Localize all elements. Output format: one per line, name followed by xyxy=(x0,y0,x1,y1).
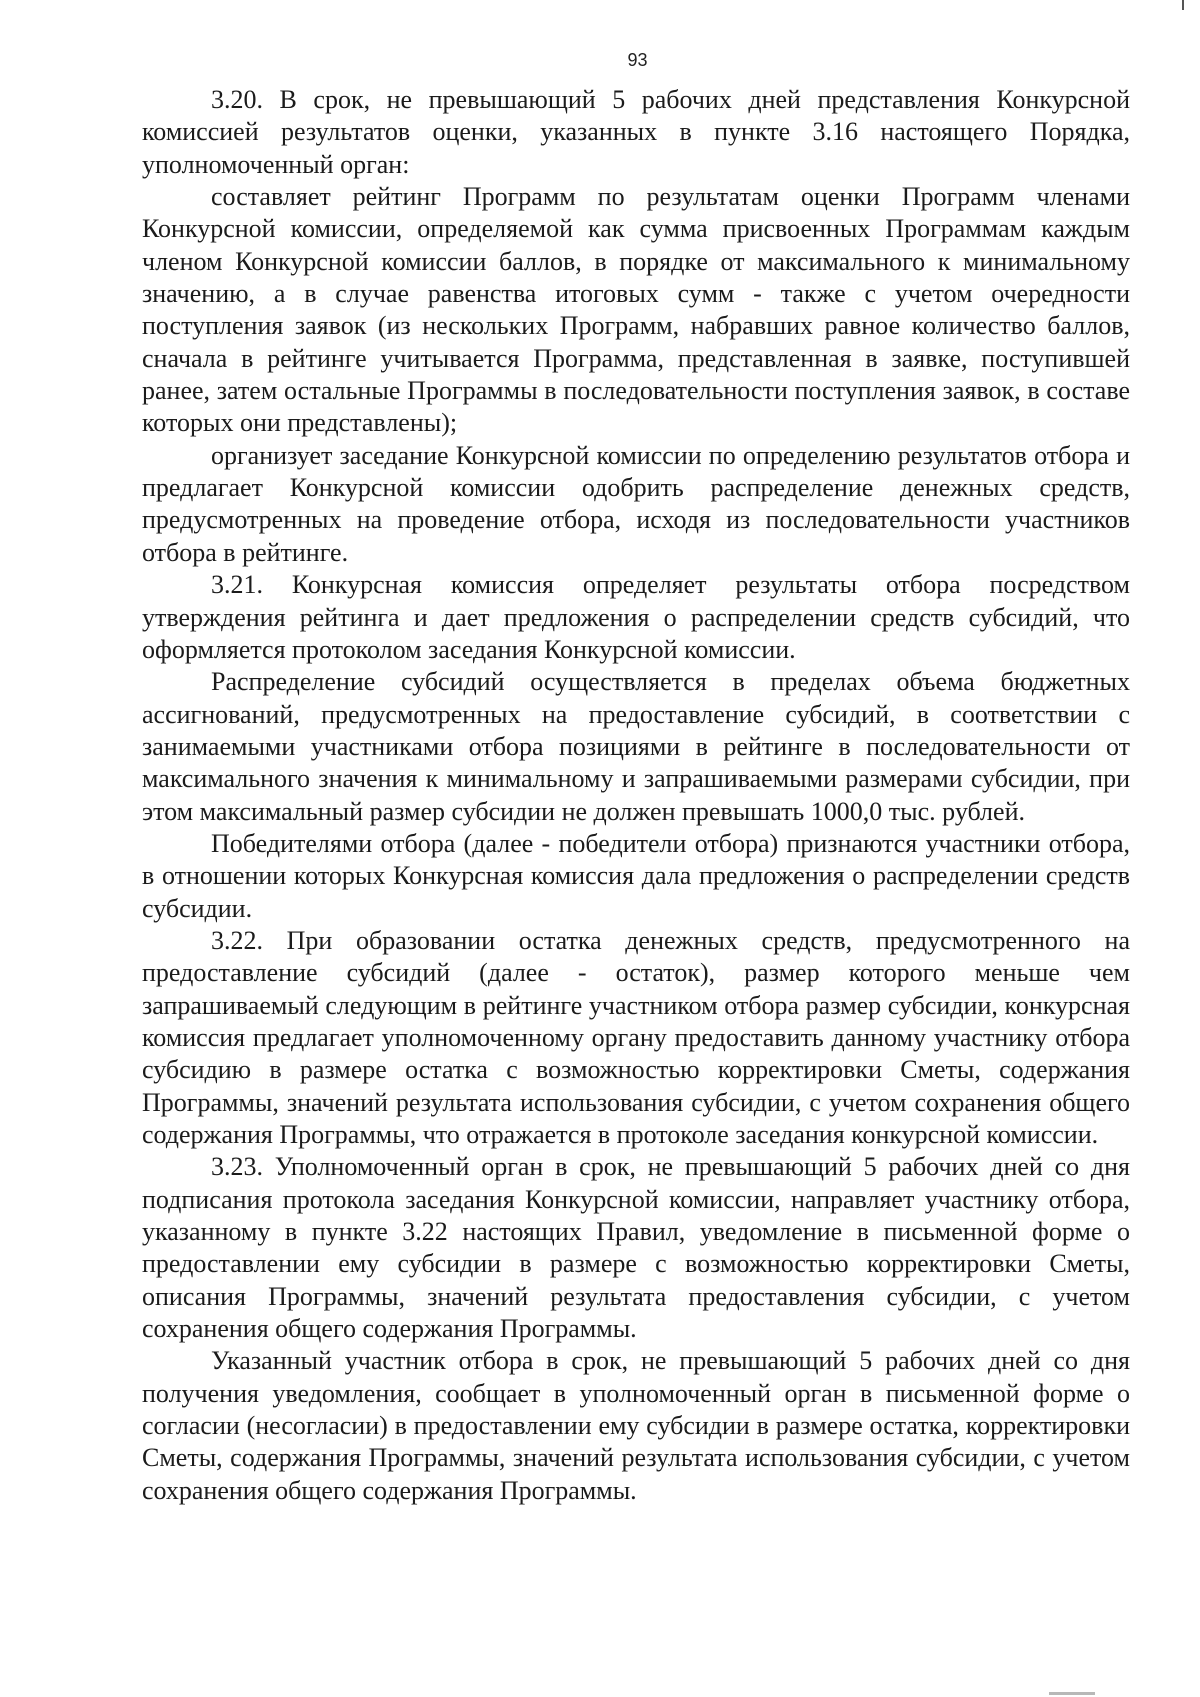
page-number: 93 xyxy=(627,50,648,70)
paragraph-3-20: 3.20. В срок, не превышающий 5 рабочих дней представления Конкурсной комиссией результатов оценки, указанных в пункте 3.16 настоящего Порядка, уполномоченный орган: xyxy=(142,85,1130,179)
paragraph-3-23: 3.23. Уполномоченный орган в срок, не превышающий 5 рабочих дней со дня подписания протокола заседания Конкурсной комиссии, направляет участнику отбора, указанному в пункте 3.22 настоящих Правил, уведомление в письменной форме о предоставлении ему субсидии в размере с возможностью корректировки Сметы, описания Программы, значений результата предоставления субсидии, с учетом сохранения общего содержания Программы. xyxy=(142,1152,1130,1344)
paragraph-distribution: Распределение субсидий осуществляется в пределах объема бюджетных ассигнований, предусмотренных на предоставление субсидий, в соответствии с занимаемыми участниками отбора позициями в рейтинге в последовательности от максимального значения к минимальному и запрашиваемыми размерами субсидии, при этом максимальный размер субсидии не должен превышать 1000,0 тыс. рублей. xyxy=(142,667,1130,826)
paragraph-3-22: 3.22. При образовании остатка денежных средств, предусмотренного на предоставление субсидий (далее - остаток), размер которого меньше чем запрашиваемый следующим в рейтинге участником отбора размер субсидии, конкурсная комиссия предлагает уполномоченному органу предоставить данному участнику отбора субсидию в размере остатка с возможностью корректировки Сметы, содержания Программы, значений результата использования субсидии, с учетом сохранения общего содержания Программы, что отражается в протоколе заседания конкурсной комиссии. xyxy=(142,925,1130,1149)
paragraph-rating: составляет рейтинг Программ по результатам оценки Программ членами Конкурсной комиссии, определяемой как сумма присвоенных Программам каждым членом Конкурсной комиссии баллов, в порядке от максимального к минимальному значению, а в случае равенства итоговых сумм - также с учетом очередности поступления заявок (из нескольких Программ, набравших равное количество баллов, сначала в рейтинге учитывается Программа, представленная в заявке, поступившей ранее, затем остальные Программы в последовательности поступления заявок, в составе которых они представлены); xyxy=(142,182,1130,438)
paragraph-winners: Победителями отбора (далее - победители отбора) признаются участники отбора, в отношении которых Конкурсная комиссия дала предложения о распределении средств субсидии. xyxy=(142,828,1130,923)
document-body xyxy=(142,84,1130,1507)
paragraph-meeting: организует заседание Конкурсной комиссии по определению результатов отбора и предлагает Конкурсной комиссии одобрить распределение денежных средств, предусмотренных на проведение отбора, исходя из последовательности участников отбора в рейтинге. xyxy=(142,440,1130,567)
scan-mark xyxy=(1182,0,1184,10)
scan-mark xyxy=(1049,1692,1095,1695)
paragraph-participant-reply: Указанный участник отбора в срок, не превышающий 5 рабочих дней со дня получения уведомления, сообщает в уполномоченный орган в письменной форме о согласии (несогласии) в предоставлении ему субсидии в размере остатка, корректировки Сметы, содержания Программы, значений результата использования субсидии, с учетом сохранения общего содержания Программы. xyxy=(142,1346,1130,1505)
paragraph-3-21: 3.21. Конкурсная комиссия определяет результаты отбора посредством утверждения рейтинга и дает предложения о распределении средств субсидий, что оформляется протоколом заседания Конкурсной комиссии. xyxy=(142,570,1130,664)
